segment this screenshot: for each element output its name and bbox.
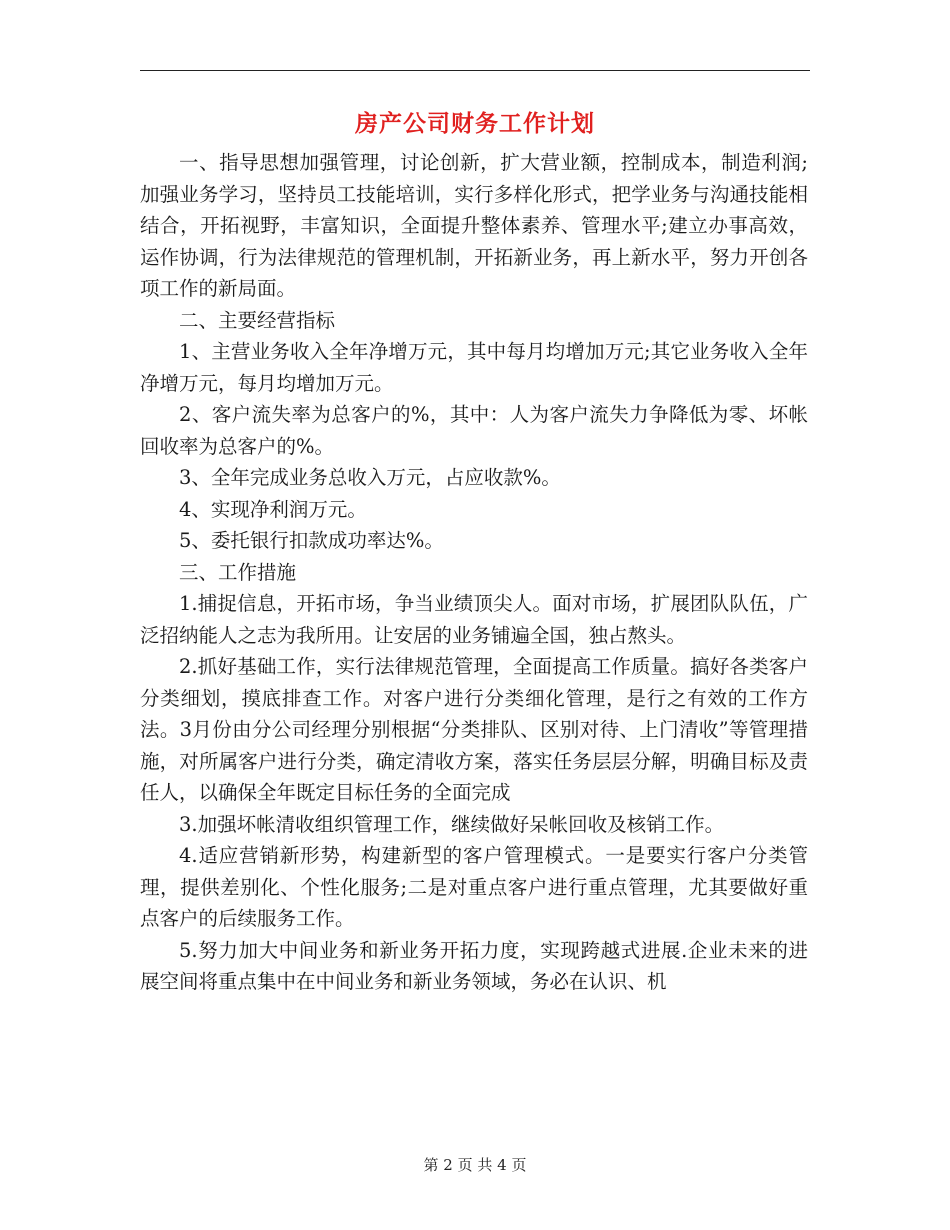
- page-number-footer: 第 2 页 共 4 页: [423, 1156, 527, 1174]
- paragraph-measure-4: 4.适应营销新形势，构建新型的客户管理模式。一是要实行客户分类管理，提供差别化、个性化服务;二是对重点客户进行重点管理，尤其要做好重点客户的后续服务工作。: [140, 844, 808, 930]
- paragraph-guiding-ideology: 一、指导思想加强管理，讨论创新，扩大营业额，控制成本，制造利润;加强业务学习，坚持员工技能培训，实行多样化形式，把学业务与沟通技能相结合，开拓视野，丰富知识，全面提升整体素养、管理水平;建立办事高效，运作协调，行为法律规范的管理机制，开拓新业务，再上新水平，努力开创各项工作的新局面。: [140, 151, 808, 300]
- paragraph-measure-5: 5.努力加大中间业务和新业务开拓力度，实现跨越式进展.企业未来的进展空间将重点集中在中间业务和新业务领域，务必在认识、机: [140, 938, 808, 993]
- header-rule: [140, 70, 810, 71]
- paragraph-indicator-4: 4、实现净利润万元。: [179, 497, 367, 521]
- document-body: [140, 147, 808, 998]
- section-heading-measures: 三、工作措施: [179, 560, 297, 584]
- paragraph-measure-1: 1.捕捉信息，开拓市场，争当业绩顶尖人。面对市场，扩展团队队伍，广泛招纳能人之志为我所用。让安居的业务铺遍全国，独占熬头。: [140, 592, 808, 647]
- section-heading-indicators: 二、主要经营指标: [179, 308, 336, 332]
- paragraph-indicator-3: 3、全年完成业务总收入万元，占应收款%。: [179, 466, 561, 489]
- paragraph-measure-2: 2.抓好基础工作，实行法律规范管理，全面提高工作质量。搞好各类客户分类细划，摸底排查工作。对客户进行分类细化管理，是行之有效的工作方法。3月份由分公司经理分别根据“分类排队、区别对待、上门清收”等管理措施，对所属客户进行分类，确定清收方案，落实任务层层分解，明确目标及责任人，以确保全年既定目标任务的全面完成: [140, 655, 808, 804]
- paragraph-indicator-2: 2、客户流失率为总客户的%，其中：人为客户流失力争降低为零、坏帐回收率为总客户的%。: [140, 403, 808, 458]
- paragraph-indicator-1: 1、主营业务收入全年净增万元，其中每月均增加万元;其它业务收入全年净增万元，每月均增加万元。: [140, 340, 808, 395]
- document-title: 房产公司财务工作计划: [355, 110, 595, 137]
- paragraph-indicator-5: 5、委托银行扣款成功率达%。: [179, 529, 444, 552]
- paragraph-measure-3: 3.加强坏帐清收组织管理工作，继续做好呆帐回收及核销工作。: [179, 812, 725, 836]
